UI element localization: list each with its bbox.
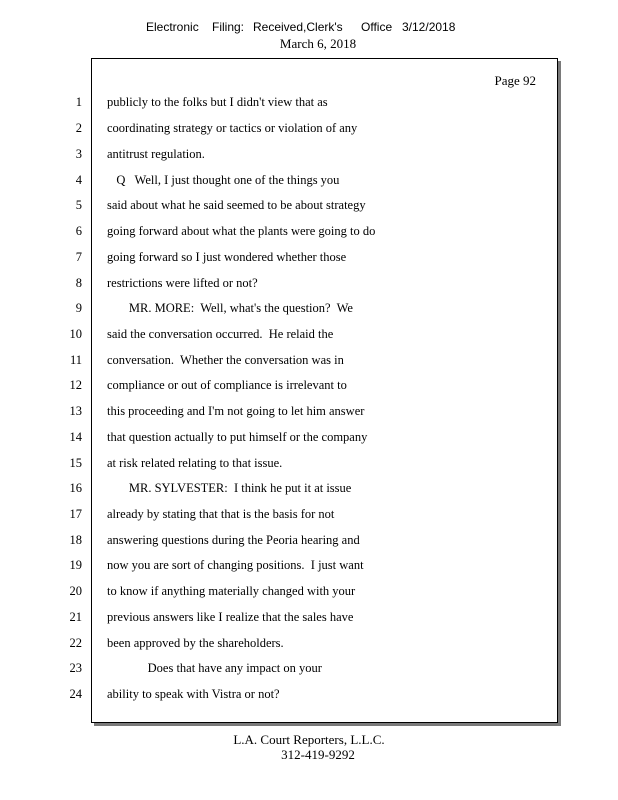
line-number: 9 (75, 301, 82, 315)
line-number: 21 (69, 610, 82, 624)
line-number: 23 (69, 661, 82, 675)
line-text: now you are sort of changing positions. I just want (107, 558, 364, 572)
line-number: 3 (75, 147, 82, 161)
line-number: 2 (75, 121, 82, 135)
line-number: 1 (75, 95, 82, 109)
line-text: ability to speak with Vistra or not? (107, 687, 280, 701)
line-text: coordinating strategy or tactics or violation of any (107, 121, 358, 135)
line-number: 14 (69, 430, 82, 444)
line-number: 8 (75, 276, 82, 290)
line-text: going forward so I just wondered whether those (107, 250, 347, 264)
line-number: 20 (69, 584, 82, 598)
line-number: 17 (69, 507, 82, 521)
page-number: Page 92 (494, 73, 536, 88)
line-number: 10 (69, 327, 82, 341)
line-text: MR. MORE: Well, what's the question? We (107, 301, 353, 315)
line-number: 15 (69, 456, 82, 470)
line-text: this proceeding and I'm not going to let him answer (107, 404, 365, 418)
line-number: 5 (75, 198, 82, 212)
line-text: answering questions during the Peoria hearing and (107, 533, 360, 547)
filing-stamp-date: 3/12/2018 (402, 20, 456, 34)
line-text: publicly to the folks but I didn't view that as (107, 95, 328, 109)
line-text: to know if anything materially changed with your (107, 584, 356, 598)
line-text: Q Well, I just thought one of the things you (107, 173, 340, 187)
line-text: antitrust regulation. (107, 147, 205, 161)
footer-company: L.A. Court Reporters, L.L.C. (233, 732, 385, 747)
line-text: that question actually to put himself or the company (107, 430, 368, 444)
line-text: restrictions were lifted or not? (107, 276, 258, 290)
deposition-date: March 6, 2018 (279, 36, 357, 51)
line-number: 7 (75, 250, 82, 264)
line-number: 11 (69, 353, 82, 367)
line-number: 22 (69, 636, 82, 650)
line-number: 18 (69, 533, 82, 547)
line-text: previous answers like I realize that the sales have (107, 610, 354, 624)
line-number: 13 (69, 404, 82, 418)
filing-stamp-received: Received,Clerk's (253, 20, 343, 34)
line-text: Does that have any impact on your (107, 661, 322, 675)
line-text: going forward about what the plants were going to do (107, 224, 376, 238)
line-number: 4 (75, 173, 82, 187)
line-number: 16 (69, 481, 82, 495)
line-text: said about what he said seemed to be about strategy (107, 198, 366, 212)
line-text: MR. SYLVESTER: I think he put it at issue (107, 481, 352, 495)
line-number: 24 (69, 687, 82, 701)
line-text: already by stating that that is the basis for not (107, 507, 335, 521)
line-text: conversation. Whether the conversation was in (107, 353, 344, 367)
line-text: at risk related relating to that issue. (107, 456, 283, 470)
line-text: said the conversation occurred. He relaid the (107, 327, 334, 341)
line-number: 12 (69, 378, 82, 392)
filing-stamp-office: Office (361, 20, 393, 34)
footer-phone: 312-419-9292 (281, 747, 355, 762)
filing-stamp-electronic: Electronic (146, 20, 199, 34)
line-number: 19 (69, 558, 82, 572)
line-number: 6 (75, 224, 82, 238)
line-text: been approved by the shareholders. (107, 636, 284, 650)
line-text: compliance or out of compliance is irrelevant to (107, 378, 347, 392)
filing-stamp-filing: Filing: (212, 20, 245, 34)
